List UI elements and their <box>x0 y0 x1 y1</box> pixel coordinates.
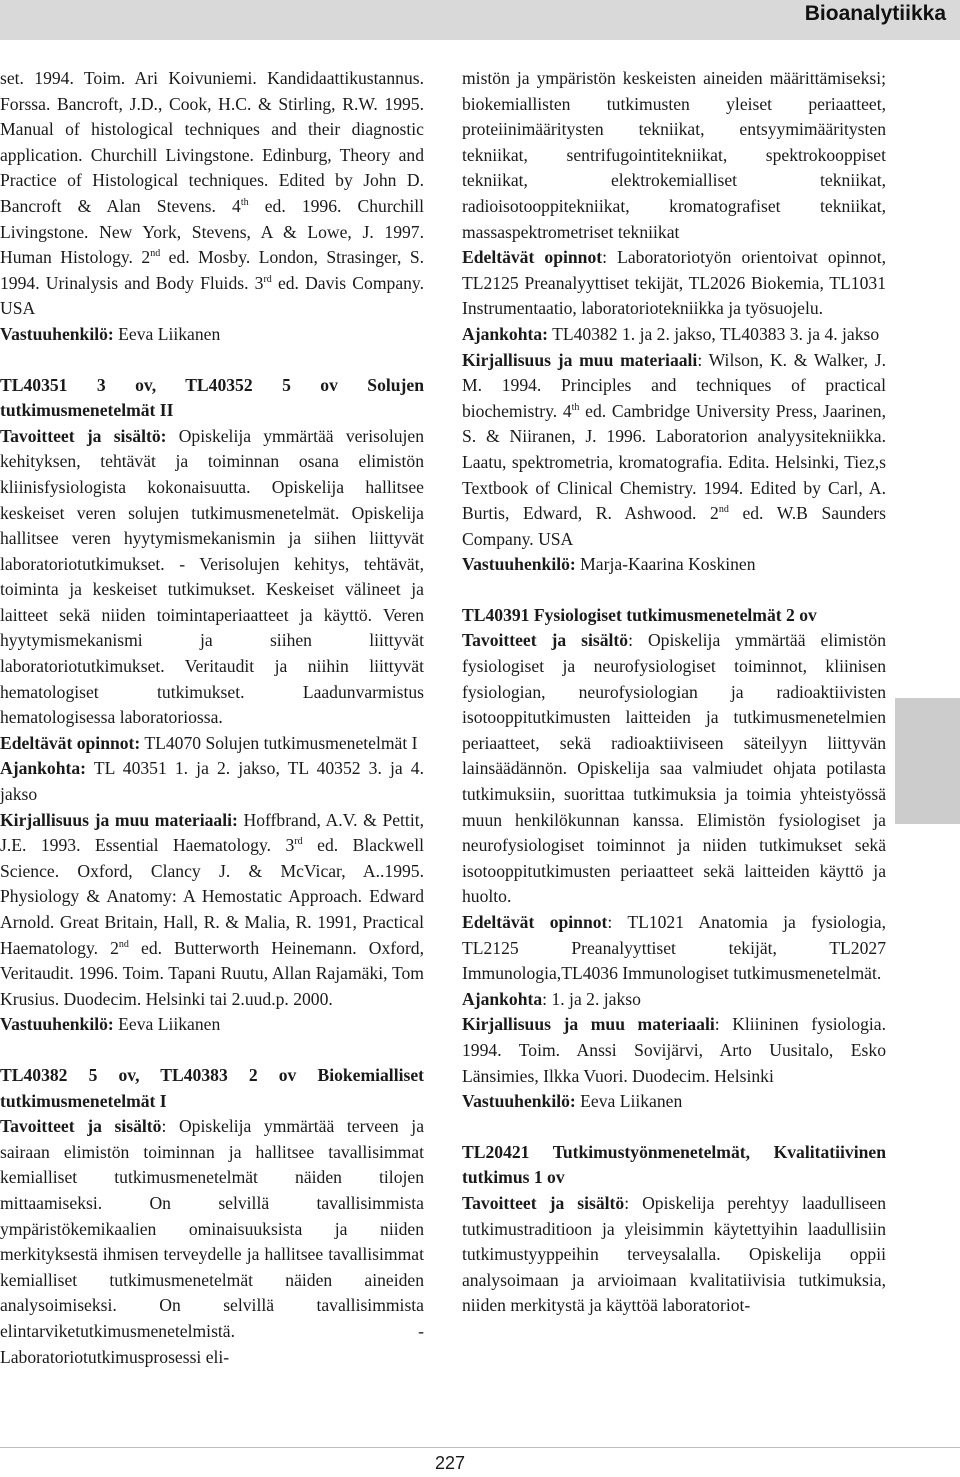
course-prerequisites: Edeltävät opinnot: TL1021 Anatomia ja fysiologia, TL2125 Preanalyyttiset tekijät, TL2027 Immunologia,TL4036 Immunologiset tutkimusmenetelmät. <box>462 912 886 984</box>
responsible-person: Vastuuhenkilö: Marja-Kaarina Koskinen <box>462 554 756 575</box>
course-timing: Ajankohta: 1. ja 2. jakso <box>462 988 641 1009</box>
responsible-person: Vastuuhenkilö: Eeva Liikanen <box>462 1091 683 1112</box>
course-goals: Tavoitteet ja sisältö: Opiskelija ymmärtää terveen ja sairaan elimistön toiminnan ja hallitsee tavallisimmat kemialliset tutkimusmenetelmät näiden tilojen mittaamiseksi. On selvillä tavallisimmista ympäristökemikaalien ominaisuuksista ja niiden merkityksestä ihmisen terveydelle ja hallitsee tavallisimmat kemialliset tutkimusmenetelmät näiden aineiden analysoimiseksi. On selvillä tavallisimmista elintarviketutkimusmenetelmistä. - Laboratoriotutkimusprosessi eli- <box>0 1116 425 1367</box>
course-title-tl40351: TL40351 3 ov, TL40352 5 ov Solujen tutkimusmenetelmät II <box>0 374 424 421</box>
reference-continuation: set. 1994. Toim. Ari Koivuniemi. Kandidaattikustannus. Forssa. Bancroft, J.D., Cook, H.C. & Stirling, R.W. 1995. Manual of histological techniques and their diagnostic application. Churchill Livingstone. Edinburg, Theory and Practice of Histological techniques. Edited by John D. Bancroft & Alan Stevens. 4th ed. 1996. Churchill Livingstone. New York, Stevens, A & Lowe, J. 1997. Human Histology. 2nd ed. Mosby. London, Strasinger, S. 1994. Urinalysis and Body Fluids. 3rd ed. Davis Company. USA <box>0 68 424 319</box>
course-title-tl40391: TL40391 Fysiologiset tutkimusmenetelmät 2 ov <box>462 604 817 625</box>
left-column <box>0 66 424 1370</box>
course-literature: Kirjallisuus ja muu materiaali: Kliininen fysiologia. 1994. Toim. Anssi Sovijärvi, Arto Uusitalo, Esko Länsimies, Ilkka Vuori. Duodecim. Helsinki <box>462 1014 886 1086</box>
course-goals: Tavoitteet ja sisältö: Opiskelija ymmärtää verisolujen kehityksen, tehtävät ja toiminnan osana elimistön kliinisfysiologista kokonaisuutta. Opiskelija hallitsee keskeiset veren solujen tutkimusmenetelmät. Opiskelija hallitsee veren hyytymismekanismin ja siihen liittyvät laboratoriotutkimukset. - Verisolujen kehitys, tehtävät, toiminta ja keskeiset tutkimukset. Keskeiset välineet ja laitteet sekä niiden toimintaperiaatteet ja käyttö. Veren hyytymismekanismi ja siihen liittyvät laboratoriotutkimukset. Veritaudit ja niihin liittyvät hematologiset tutkimukset. Laadunvarmistus hematologisessa laboratoriossa. <box>0 425 424 728</box>
responsible-person: Vastuuhenkilö: Eeva Liikanen <box>0 323 221 344</box>
page-number: 227 <box>434 1453 466 1473</box>
side-tab-marker <box>895 698 960 824</box>
right-column <box>462 66 886 1319</box>
course-goals-continuation: mistön ja ympäristön keskeisten aineiden määrittämiseksi; biokemiallisten tutkimusten yleiset periaatteet, proteiinimääritysten tekniikat, entsyymimääritysten tekniikat, sentrifugointitekniikat, spektrokooppiset tekniikat, elektrokemialliset tekniikat, radioisotooppitekniikat, kromatografiset tekniikat, massaspektrometriset tekniikat <box>462 68 886 242</box>
footer-rule <box>0 1447 960 1448</box>
course-goals: Tavoitteet ja sisältö: Opiskelija ymmärtää elimistön fysiologiset ja neurofysiologiset toiminnot, kliinisen fysiologian, neurofysiologian ja radioaktiivisten isotooppitutkimusten laitteiden ja tutkimusmenetelmien periaatteet, sekä radioaktiiviseen säteilyyn liittyvän lainsäädännön. Opiskelija saa valmiudet ohjata potilasta tutkimuksiin, suorittaa tutkimuksia ja toimia yhteistyössä muun henkilökunnan kanssa. Elimistön fysiologiset ja neurofysiologiset toiminnot ja niiden tutkimukset sekä isotooppitutkimusten periaatteet sekä laitteiden käyttö ja huolto. <box>462 630 886 907</box>
course-timing: Ajankohta: TL 40351 1. ja 2. jakso, TL 40352 3. ja 4. jakso <box>0 758 424 805</box>
responsible-person: Vastuuhenkilö: Eeva Liikanen <box>0 1014 221 1035</box>
running-header-title: Bioanalytiikka <box>804 2 946 25</box>
course-prerequisites: Edeltävät opinnot: Laboratoriotyön orientoivat opinnot, TL2125 Preanalyyttiset tekijät, TL2026 Biokemia, TL1031 Instrumentaatio, laboratoriotekniikka ja työsuojelu. <box>462 247 886 319</box>
course-title-tl20421: TL20421 Tutkimustyönmenetelmät, Kvalitatiivinen tutkimus 1 ov <box>462 1141 886 1188</box>
course-literature: Kirjallisuus ja muu materiaali: Hoffbrand, A.V. & Pettit, J.E. 1993. Essential Haematology. 3rd ed. Blackwell Science. Oxford, Clancy J. & McVicar, A..1995. Physiology & Anatomy: A Hemostatic Approach. Edward Arnold. Great Britain, Hall, R. & Malia, R. 1991, Practical Haematology. 2nd ed. Butterworth Heinemann. Oxford, Veritaudit. 1996. Toim. Tapani Ruutu, Allan Rajamäki, Tom Krusius. Duodecim. Helsinki tai 2.uud.p. 2000. <box>0 809 424 1009</box>
course-title-tl40382: TL40382 5 ov, TL40383 2 ov Biokemialliset tutkimusmenetelmät I <box>0 1064 424 1111</box>
header-band <box>0 0 960 40</box>
course-prerequisites: Edeltävät opinnot: TL4070 Solujen tutkimusmenetelmät I <box>0 732 418 753</box>
course-timing: Ajankohta: TL40382 1. ja 2. jakso, TL40383 3. ja 4. jakso <box>462 323 880 344</box>
course-goals: Tavoitteet ja sisältö: Opiskelija perehtyy laadulliseen tutkimustraditioon ja yleisimmin käytettyihin laadullisiin tutkimustyyppeihin terveysalalla. Opiskelija oppii analysoimaan ja arvioimaan kvalitatiivisia tutkimuksia, niiden merkitystä ja käyttöä laboratoriot- <box>462 1192 886 1316</box>
course-literature: Kirjallisuus ja muu materiaali: Wilson, K. & Walker, J. M. 1994. Principles and techniques of practical biochemistry. 4th ed. Cambridge University Press, Jaarinen, S. & Niiranen, J. 1996. Laboratorion analyysitekniikka. Laatu, spektrometria, kromatografia. Edita. Helsinki, Tiez,s Textbook of Clinical Chemistry. 1994. Edited by Carl, A. Burtis, Edward, R. Ashwood. 2nd ed. W.B Saunders Company. USA <box>462 349 887 549</box>
